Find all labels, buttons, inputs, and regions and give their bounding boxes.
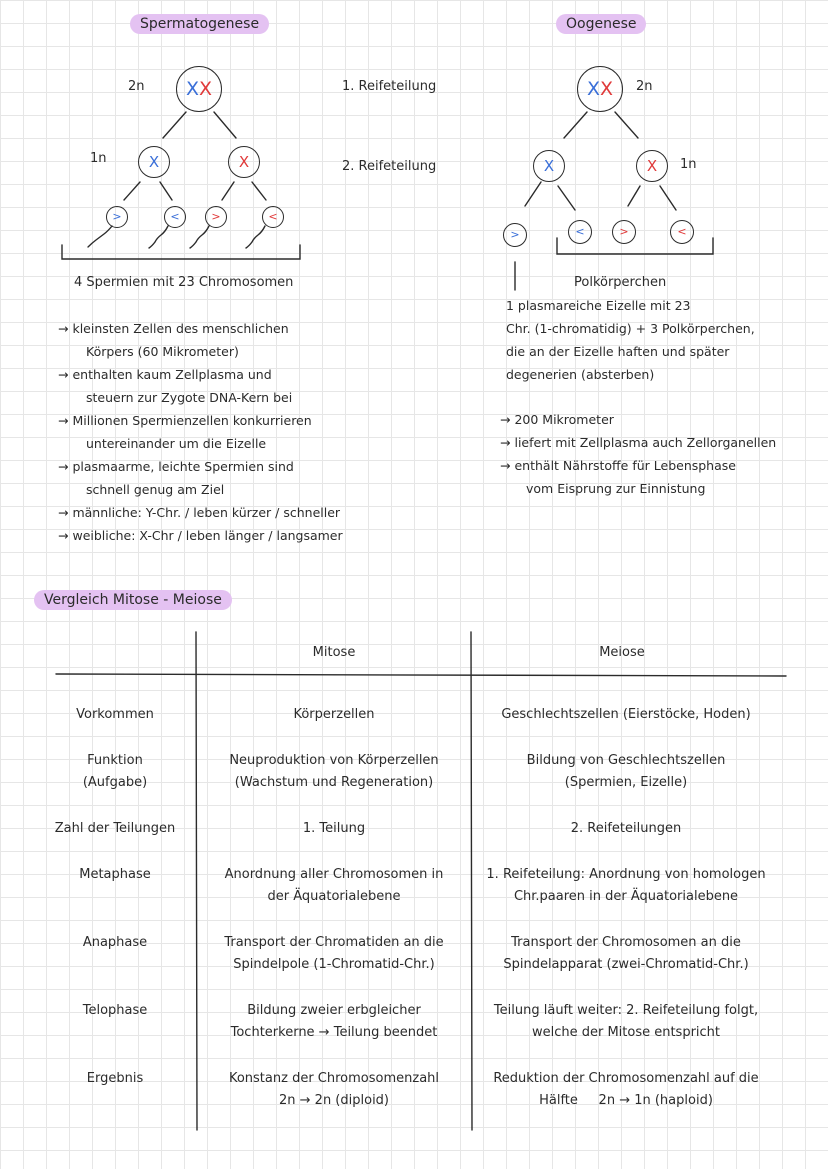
oogenese-title: Oogenese [556, 14, 646, 34]
row-label-funktion: Funktion (Aufgabe) [82, 753, 148, 790]
cell-mitose-funktion: Neuproduktion von Körperzellen (Wachstum und Regeneration) [229, 753, 439, 790]
row-label-zahl-teilungen: Zahl der Teilungen [54, 821, 176, 836]
cell-mitose-metaphase: Anordnung aller Chromosomen in der Äquatorialebene [224, 867, 444, 904]
bullet-line: → liefert mit Zellplasma auch Zellorganellen [500, 435, 777, 450]
arrow-icon: → [58, 321, 69, 336]
sperm-head-2 [164, 206, 186, 228]
oo-bullets [500, 408, 776, 500]
chromatid-icon: < [170, 210, 180, 223]
desc-line: degenerien (absterben) [506, 367, 655, 382]
sperm-cell-x-red [228, 146, 260, 178]
bullet-line: → enthält Nährstoffe für Lebensphase [500, 458, 736, 473]
row-label-vorkommen: Vorkommen [76, 707, 154, 722]
bullet-line: steuern zur Zygote DNA-Kern bei [86, 390, 293, 405]
chromatid-icon: > [619, 225, 629, 238]
desc-line: Chr. (1-chromatidig) + 3 Polkörperchen, [506, 321, 755, 336]
row-label-anaphase: Anaphase [82, 935, 148, 950]
bullet-line: → männliche: Y-Chr. / leben kürzer / schneller [58, 505, 341, 520]
bullet-line: → kleinsten Zellen des menschlichen [58, 321, 289, 336]
sperm-label-2n: 2n [128, 79, 145, 94]
cell-meiose-vorkommen: Geschlechtszellen (Eierstöcke, Hoden) [501, 707, 751, 722]
desc-line: die an der Eizelle haften und später [506, 344, 730, 359]
sperm-cell-x-blue [138, 146, 170, 178]
chromatid-icon: < [575, 225, 585, 238]
cell-meiose-funktion: Bildung von Geschlechtszellen (Spermien, Eizelle) [526, 753, 726, 790]
column-header-meiose: Meiose [599, 645, 645, 660]
cell-meiose-zahl: 2. Reifeteilungen [570, 821, 682, 836]
oo-cell-x-red [636, 150, 668, 182]
arrow-icon: → [58, 528, 69, 543]
chromosome-x-red: X [199, 78, 213, 100]
bullet-line: → plasmaarme, leichte Spermien sind [58, 459, 294, 474]
arrow-icon: → [500, 435, 511, 450]
oo-eizelle [503, 223, 527, 247]
oo-polkoerper-3 [670, 220, 694, 244]
chromosome-x-blue: X [185, 78, 199, 100]
cell-mitose-telophase: Bildung zweier erbgleicher Tochterkerne → Teilung beendet [230, 1003, 438, 1040]
bullet-line: schnell genug am Ziel [86, 482, 225, 497]
step-reifeteilung-1: 1. Reifeteilung [342, 79, 437, 94]
oo-label-1n: 1n [680, 157, 697, 172]
cell-meiose-ergebnis: Reduktion der Chromosomenzahl auf die Hälfte 2n → 1n (haploid) [493, 1071, 759, 1108]
column-header-mitose: Mitose [312, 645, 356, 660]
sperm-summary: 4 Spermien mit 23 Chromosomen [74, 275, 294, 290]
bullet-line: → weibliche: X-Chr / leben länger / langsamer [58, 528, 343, 543]
vergleich-title: Vergleich Mitose - Meiose [34, 590, 232, 610]
row-label-ergebnis: Ergebnis [86, 1071, 144, 1086]
oo-polkoerper-1 [568, 220, 592, 244]
bullet-line: Körpers (60 Mikrometer) [86, 344, 239, 359]
chromosome-x: X [148, 153, 160, 171]
arrow-icon: → [58, 367, 69, 382]
bullet-line: → 200 Mikrometer [500, 412, 614, 427]
cell-mitose-vorkommen: Körperzellen [293, 707, 375, 722]
cell-mitose-zahl: 1. Teilung [302, 821, 366, 836]
oo-cell-xx [577, 66, 623, 112]
cell-meiose-metaphase: 1. Reifeteilung: Anordnung von homologen Chr.paaren in der Äquatorialebene [486, 867, 766, 904]
arrow-icon: → [500, 458, 511, 473]
oo-cell-x-blue [533, 150, 565, 182]
cell-meiose-telophase: Teilung läuft weiter: 2. Reifeteilung folgt, welche der Mitose entspricht [493, 1003, 759, 1040]
bullet-line: → enthalten kaum Zellplasma und [58, 367, 272, 382]
oo-description [506, 294, 755, 386]
chromosome-x: X [238, 153, 250, 171]
oo-label-2n: 2n [636, 79, 653, 94]
sperm-head-3 [205, 206, 227, 228]
chromatid-icon: > [112, 210, 122, 223]
arrow-icon: → [58, 413, 69, 428]
sperm-cell-xx [176, 66, 222, 112]
bullet-line: untereinander um die Eizelle [86, 436, 267, 451]
cell-mitose-ergebnis: Konstanz der Chromosomenzahl 2n → 2n (diploid) [228, 1071, 440, 1108]
sperm-head-4 [262, 206, 284, 228]
row-label-metaphase: Metaphase [79, 867, 151, 882]
chromosome-x: X [646, 157, 658, 175]
oo-polkoerper-2 [612, 220, 636, 244]
chromatid-icon: < [677, 225, 687, 238]
chromosome-x-red: X [600, 78, 614, 100]
bullet-line: vom Eisprung zur Einnistung [526, 481, 706, 496]
bullet-line: → Millionen Spermienzellen konkurrieren [58, 413, 312, 428]
cell-meiose-anaphase: Transport der Chromosomen an die Spindelapparat (zwei-Chromatid-Chr.) [503, 935, 749, 972]
row-label-telophase: Telophase [82, 1003, 148, 1018]
sperm-label-1n: 1n [90, 151, 107, 166]
spermatogenese-title: Spermatogenese [130, 14, 269, 34]
chromosome-x: X [543, 157, 555, 175]
arrow-icon: → [58, 459, 69, 474]
chromatid-icon: > [211, 210, 221, 223]
arrow-icon: → [58, 505, 69, 520]
chromosome-x-blue: X [586, 78, 600, 100]
cell-mitose-anaphase: Transport der Chromatiden an die Spindelpole (1-Chromatid-Chr.) [224, 935, 444, 972]
arrow-icon: → [500, 412, 511, 427]
sperm-head-1 [106, 206, 128, 228]
desc-line: 1 plasmareiche Eizelle mit 23 [506, 298, 691, 313]
step-reifeteilung-2: 2. Reifeteilung [342, 159, 437, 174]
chromatid-icon: > [510, 228, 520, 241]
sperm-bullets [58, 317, 343, 547]
oo-polkoerper-label: Polkörperchen [574, 275, 667, 290]
chromatid-icon: < [268, 210, 278, 223]
